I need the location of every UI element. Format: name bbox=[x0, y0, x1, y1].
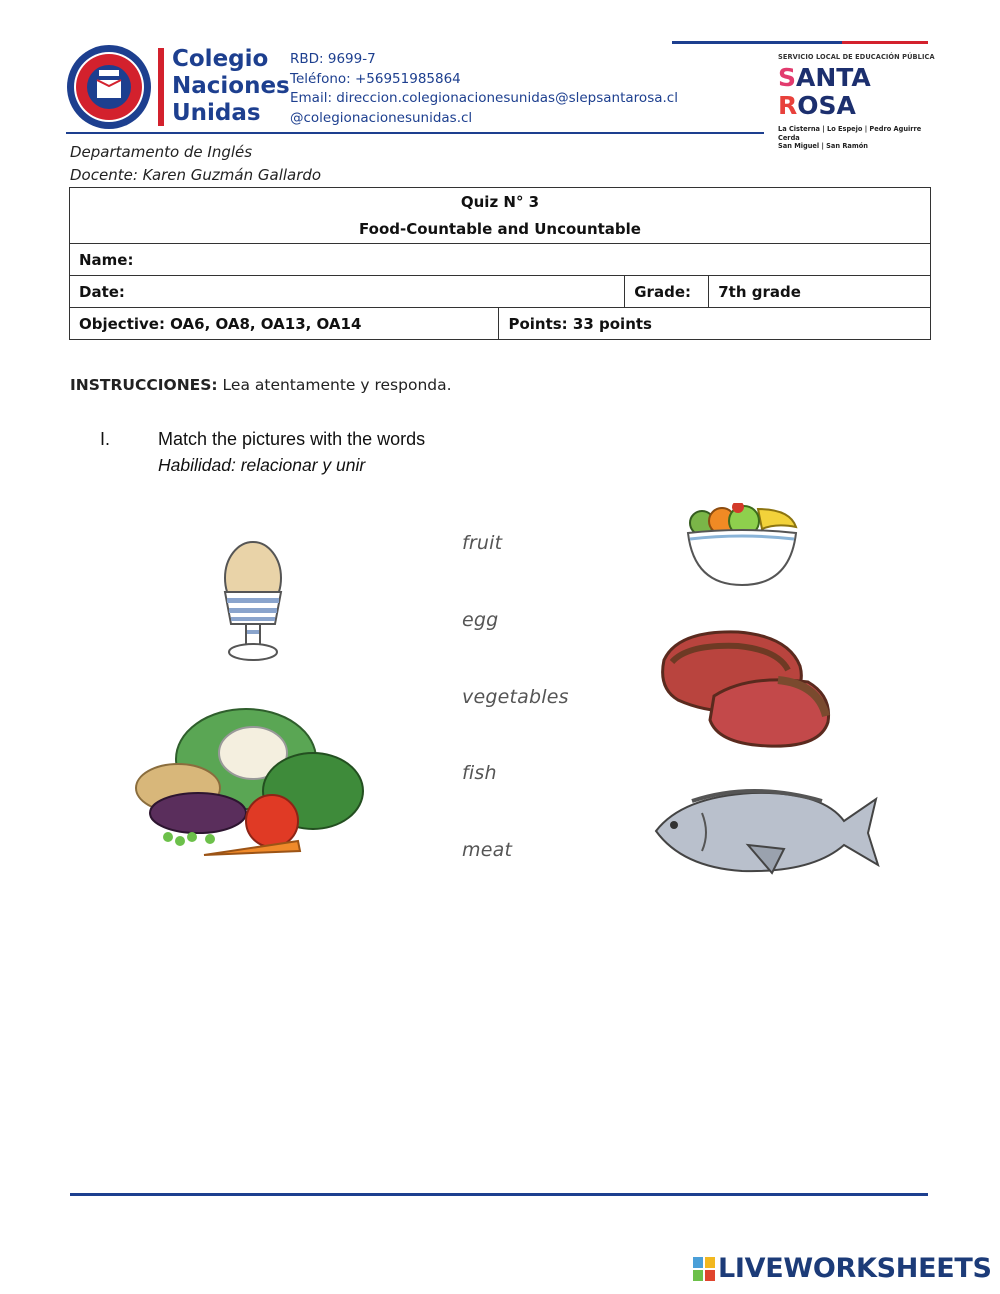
question-skill: Habilidad: relacionar y unir bbox=[158, 455, 366, 475]
slep-logo-rosa: ROSA bbox=[778, 91, 856, 120]
question-number: I. bbox=[100, 429, 111, 449]
slep-logo-santa: SANTA bbox=[778, 63, 871, 92]
word-meat[interactable]: meat bbox=[462, 839, 513, 861]
top-rule-red bbox=[842, 41, 928, 44]
social-text: @colegionacionesunidas.cl bbox=[290, 109, 473, 126]
objective-cell: Objective: OA6, OA8, OA13, OA14 bbox=[70, 308, 499, 340]
quiz-title: Quiz N° 3 bbox=[460, 192, 540, 211]
quiz-subtitle: Food-Countable and Uncountable bbox=[359, 219, 641, 238]
name-label: Name: bbox=[79, 250, 134, 269]
word-egg[interactable]: egg bbox=[462, 609, 499, 631]
word-fruit[interactable]: fruit bbox=[462, 532, 503, 554]
rbd-text: RBD: 9699-7 bbox=[290, 51, 376, 67]
egg-cup-picture[interactable] bbox=[215, 540, 291, 664]
grade-label: Grade: bbox=[625, 276, 709, 308]
department-label: Departamento de Inglés bbox=[70, 143, 253, 161]
liveworksheets-logo-icon bbox=[693, 1257, 715, 1281]
fruit-bowl-picture[interactable] bbox=[680, 503, 804, 589]
email-text: Email: direccion.colegionacionesunidas@slepsantarosa.cl bbox=[290, 90, 678, 106]
quiz-title-cell bbox=[70, 188, 931, 244]
school-contact-info bbox=[290, 50, 678, 128]
question-text: Match the pictures with the words bbox=[158, 429, 426, 449]
phone-text: Teléfono: +56951985864 bbox=[290, 70, 461, 87]
header-rule bbox=[66, 132, 764, 134]
instructions: INSTRUCCIONES: Lea atentamente y responda. bbox=[70, 376, 452, 394]
slep-caption: SERVICIO LOCAL DE EDUCACIÓN PÚBLICA bbox=[778, 53, 935, 61]
brand-divider-bar bbox=[158, 48, 164, 126]
slep-communes: La Cisterna | Lo Espejo | Pedro Aguirre Cerda San Miguel | San Ramón bbox=[778, 125, 922, 150]
meat-steak-picture[interactable] bbox=[658, 626, 832, 750]
word-fish[interactable]: fish bbox=[462, 762, 497, 784]
fish-picture[interactable] bbox=[652, 783, 880, 875]
school-name: Colegio Naciones Unidas bbox=[172, 46, 290, 126]
date-field[interactable] bbox=[70, 276, 625, 308]
top-rule-blue bbox=[672, 41, 842, 44]
liveworksheets-brand: LIVEWORKSHEETS bbox=[718, 1253, 992, 1284]
quiz-info-table bbox=[69, 187, 931, 340]
school-crest-logo bbox=[66, 44, 152, 130]
points-cell: Points: 33 points bbox=[499, 308, 931, 340]
grade-value: 7th grade bbox=[709, 276, 931, 308]
teacher-label: Docente: Karen Guzmán Gallardo bbox=[70, 166, 322, 184]
date-label: Date: bbox=[79, 282, 125, 301]
footer-rule bbox=[70, 1193, 928, 1196]
vegetables-picture[interactable] bbox=[128, 703, 380, 865]
name-field[interactable] bbox=[70, 244, 931, 276]
word-vegetables[interactable]: vegetables bbox=[462, 686, 569, 708]
